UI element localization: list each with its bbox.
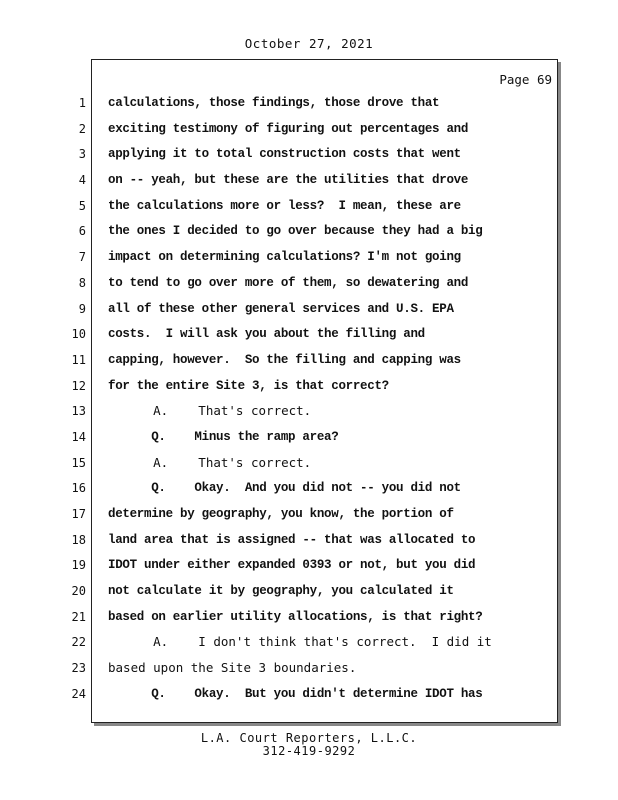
line-number: 15 — [71, 455, 86, 470]
transcript-line: not calculate it by geography, you calculated it — [108, 584, 454, 599]
line-number: 14 — [71, 429, 86, 444]
line-number: 10 — [71, 327, 86, 342]
line-number: 23 — [71, 661, 86, 676]
transcript-line: costs. I will ask you about the filling and — [108, 327, 425, 342]
footer-phone: 312-419-9292 — [262, 744, 356, 758]
header-date: October 27, 2021 — [244, 36, 374, 51]
line-number: 17 — [71, 507, 86, 521]
line-number: 18 — [71, 532, 86, 547]
transcript-line: on -- yeah, but these are the utilities that drove — [108, 173, 469, 188]
transcript-line: Q. Okay. But you didn't determine IDOT has — [108, 686, 483, 701]
line-number: 20 — [71, 584, 86, 599]
line-number: 5 — [78, 198, 86, 213]
footer-company: L.A. Court Reporters, L.L.C. — [200, 731, 418, 745]
transcript-line: to tend to go over more of them, so dewatering and — [108, 275, 469, 290]
line-number-column — [60, 96, 86, 713]
line-number: 1 — [78, 96, 86, 110]
line-number: 6 — [78, 224, 86, 239]
line-number: 21 — [71, 609, 86, 624]
transcript-line: calculations, those findings, those drove that — [108, 96, 440, 110]
transcript-line: impact on determining calculations? I'm not going — [108, 250, 461, 265]
transcript-line: the calculations more or less? I mean, these are — [108, 198, 461, 213]
transcript-line: Q. Okay. And you did not -- you did not — [108, 481, 461, 496]
transcript-line: IDOT under either expanded 0393 or not, but you did — [108, 558, 476, 573]
transcript-line: the ones I decided to go over because they had a big — [108, 224, 483, 239]
transcript-line: A. I don't think that's correct. I did it — [108, 634, 492, 650]
page-number: Page 69 — [499, 72, 552, 87]
transcript-line: Q. Minus the ramp area? — [108, 429, 339, 444]
line-number: 7 — [78, 250, 86, 265]
line-number: 19 — [71, 558, 86, 573]
line-number: 4 — [78, 173, 86, 188]
transcript-line: for the entire Site 3, is that correct? — [108, 378, 389, 393]
line-number: 16 — [71, 481, 86, 496]
transcript-line: A. That's correct. — [108, 403, 312, 419]
line-number: 13 — [71, 404, 86, 419]
line-number: 9 — [78, 301, 86, 316]
transcript-line: based on earlier utility allocations, is that right? — [108, 609, 483, 624]
transcript-text — [108, 96, 548, 713]
footer — [0, 732, 618, 758]
transcript-line: capping, however. So the filling and capping was — [108, 352, 461, 367]
transcript-line: A. That's correct. — [108, 454, 312, 470]
line-number: 3 — [78, 147, 86, 162]
transcript-line: applying it to total construction costs that went — [108, 147, 461, 162]
line-number: 22 — [71, 635, 86, 650]
transcript-line: all of these other general services and U.S. EPA — [108, 301, 454, 316]
transcript-line: exciting testimony of figuring out percentages and — [108, 121, 469, 136]
line-number: 8 — [78, 275, 86, 290]
line-number: 24 — [71, 686, 86, 701]
transcript-line: based upon the Site 3 boundaries. — [108, 660, 357, 676]
transcript-line: land area that is assigned -- that was allocated to — [108, 532, 476, 547]
line-number: 2 — [78, 121, 86, 136]
line-number: 11 — [71, 352, 86, 367]
line-number: 12 — [71, 378, 86, 393]
transcript-line: determine by geography, you know, the portion of — [108, 507, 454, 521]
